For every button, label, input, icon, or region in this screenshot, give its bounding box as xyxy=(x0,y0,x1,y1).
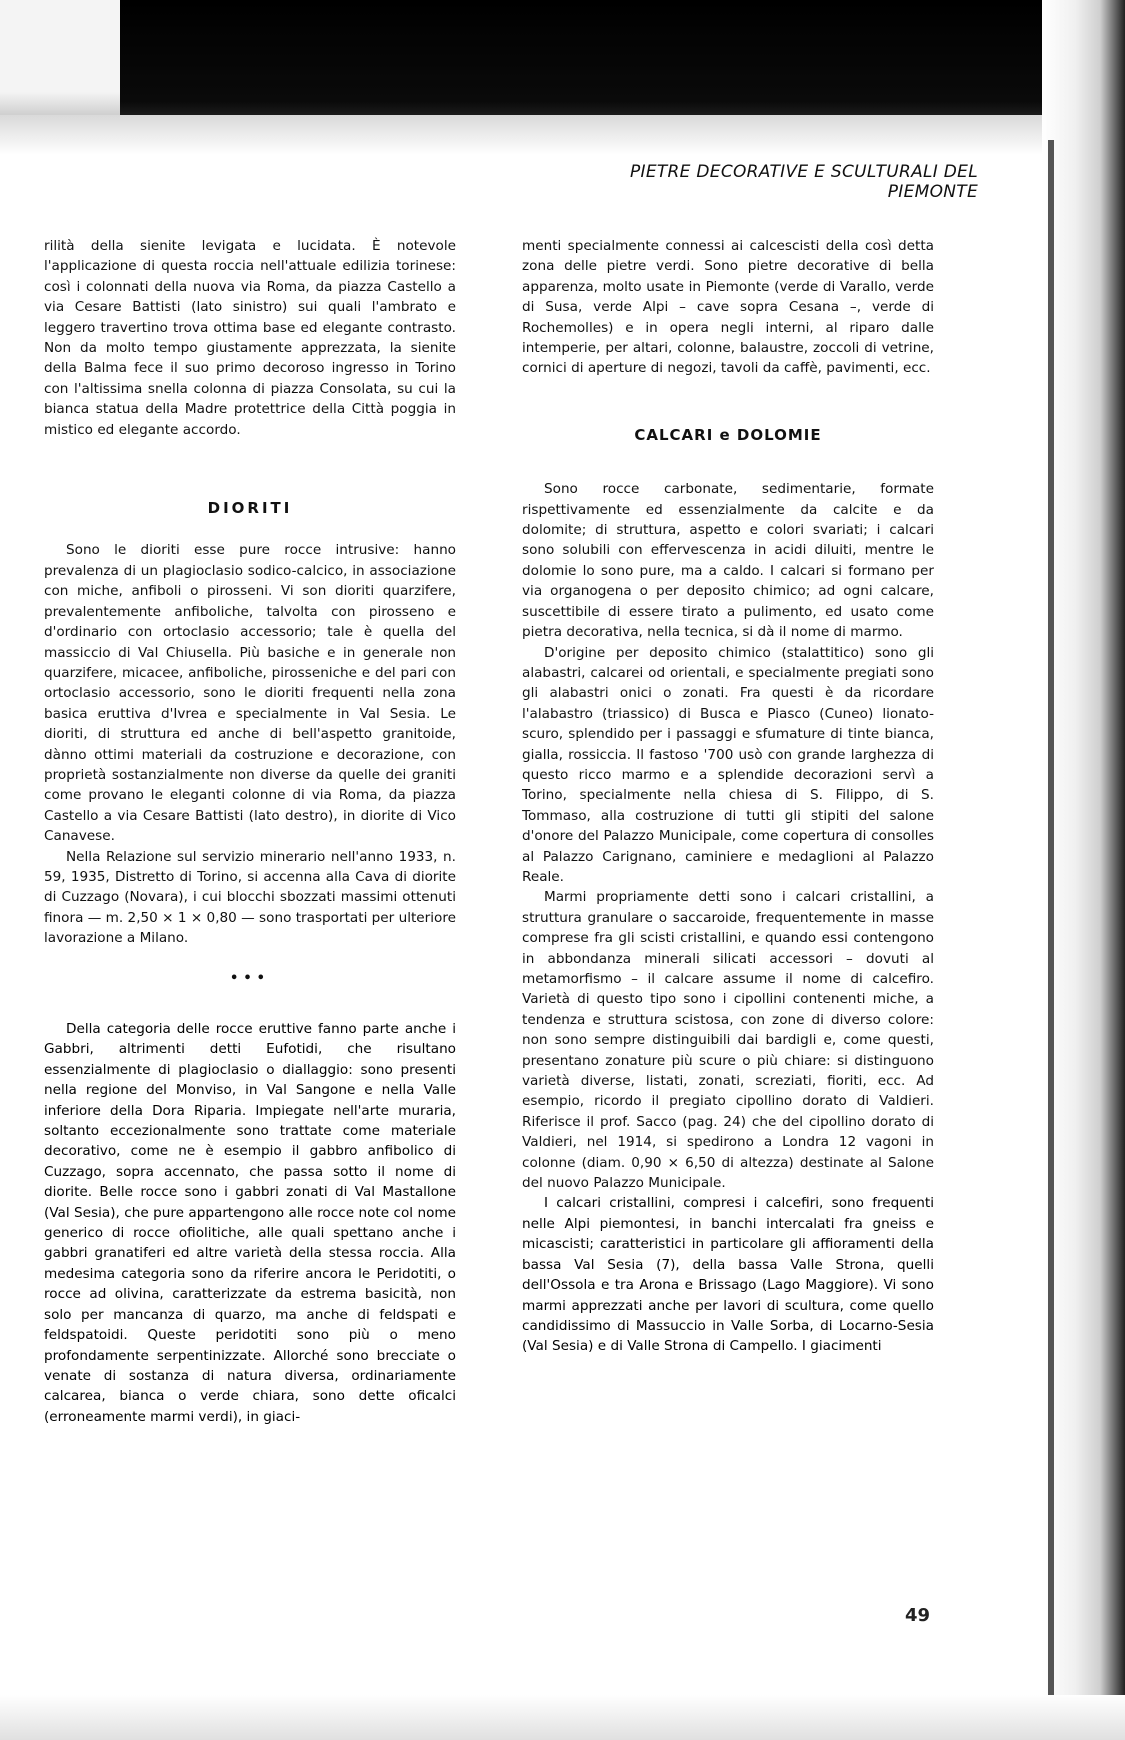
left-column xyxy=(44,236,456,1427)
right-paragraph-2: Sono rocce carbonate, sedimentarie, formate rispettivamente ed essenzialmente da calcite e da dolomite; di struttura, aspetto e colori svariati; i calcari sono solubili con effervescenza in acidi diluiti, mentre le dolomie lo sono pure, ma a caldo. I calcari si formano per via organogena o per deposito chimico; ad ogni calcare, suscettibile di essere tirato a pulimento, ed usato come pietra decorativa, nella tecnica, si dà il nome di marmo. xyxy=(522,481,934,641)
left-paragraph-3: Nella Relazione sul servizio minerario nell'anno 1933, n. 59, 1935, Distretto di Torino, si accenna alla Cava di diorite di Cuzzago (Novara), i cui blocchi sbozzati massimi ottenuti finora — m. 2,50 × 1 × 0,80 — sono trasportati per ulteriore lavorazione a Milano. xyxy=(44,848,456,947)
right-column xyxy=(522,236,934,1357)
right-paragraph-3: D'origine per deposito chimico (stalattitico) sono gli alabastri, calcarei od orientali, e specialmente pregiati sono gli alabastri onici o zonati. Fra questi è da ricordare l'alabastro (triassico) di Busca e Piasco (Cuneo) lionato-scuro, splendido per i passaggi e sfumature di tinte bianca, gialla, rossiccia. Il fastoso '700 usò con grande larghezza di questo ricco marmo e a splendide decorazioni servì a Torino, specialmente nella chiesa di S. Filippo, di S. Tommaso, alla costruzione di tutti gli stipiti del salone d'onore del Palazzo Municipale, come copertura di consolles al Palazzo Carignano, caminiere e medaglioni al Palazzo Reale. xyxy=(522,644,934,885)
scan-top-fade xyxy=(0,115,1125,155)
scan-top-left-paper xyxy=(0,0,120,115)
scan-bottom-shade xyxy=(0,1695,1125,1740)
page-edge-line xyxy=(1048,140,1054,1720)
running-header: PIETRE DECORATIVE E SCULTURALI DEL PIEMONTE xyxy=(629,162,978,202)
right-paragraph-5: I calcari cristallini, compresi i calcefiri, sono frequenti nelle Alpi piemontesi, in banchi intercalati fra gneiss e micascisti; caratteristici in particolare gli affioramenti della bassa Val Sesia (7), della bassa Valle Strona, quelli dell'Ossola e tra Arona e Brissago (Lago Maggiore). Vi sono marmi apprezzati anche per lavori di scultura, come quello candidissimo di Massuccio in Valle Sorba, di Locarno-Sesia (Val Sesia) e di Valle Strona di Campello. I giacimenti xyxy=(522,1195,934,1355)
heading-dioriti: DIORITI xyxy=(207,499,293,518)
left-paragraph-4: Della categoria delle rocce eruttive fanno parte anche i Gabbri, altrimenti detti Eufotidi, che risultano essenzialmente di plagioclasio o diallaggio: sono presenti nella regione del Monviso, in Val Sangone e nella Valle inferiore della Dora Riparia. Impiegate nell'arte muraria, soltanto eccezionalmente sono trattate come materiale decorativo, come ne è esempio il gabbro anfibolico di Cuzzago, sopra accennato, che passa sotto il nome di diorite. Belle rocce sono i gabbri zonati di Val Mastallone (Val Sesia), che pure appartengono alle rocce note col nome generico di rocce ofiolitiche, alle quali spettano anche i gabbri granatiferi ed altre varietà della stessa roccia. Alla medesima categoria sono da riferire ancora le Peridotiti, o rocce ad olivina, caratterizzate da estrema basicità, non solo per mancanza di quarzo, ma anche di feldspati e feldspatoidi. Queste peridotiti sono più o meno profondamente serpentinizzate. Allorché sono brecciate o venate di sostanza di natura diversa, ordinariamente calcarea, bianca o verde chiara, sono dette oficalci (erroneamente marmi verdi), in giaci- xyxy=(44,1021,456,1425)
section-separator: ••• xyxy=(230,970,270,986)
heading-calcari-dolomie: CALCARI e DOLOMIE xyxy=(634,425,822,444)
right-paragraph-1: menti specialmente connessi ai calcescisti della così detta zona delle pietre verdi. Sono pietre decorative di bella apparenza, molto usate in Piemonte (verde di Varallo, verde di Susa, verde Alpi – cave sopra Cesana –, verde di Rochemolles) e in opera negli interni, al riparo dalle intemperie, per altari, colonne, balaustre, zoccoli di vetrine, cornici di aperture di negozi, tavoli da caffè, pavimenti, ecc. xyxy=(522,238,934,377)
left-paragraph-2: Sono le dioriti esse pure rocce intrusive: hanno prevalenza di un plagioclasio sodico-calcico, in associazione con miche, anfiboli o pirosseni. Vi son dioriti quarzifere, prevalentemente anfiboliche, talvolta con pirosseno e d'ordinario con ortoclasio accessorio; tale è quella del massiccio di Val Chiusella. Più basiche e in generale non quarzifere, micacee, anfiboliche, pirosseniche e del pari con ortoclasio accessorio, sono le dioriti frequenti nella zona basica eruttiva d'Ivrea e specialmente in Val Sesia. Le dioriti, di struttura ed anche di bell'aspetto granitoide, dànno ottimi materiali da costruzione e decorazione, con proprietà sostanzialmente non diverse da quelle dei graniti come provano le eleganti colonne di via Roma, da piazza Castello a via Cesare Battisti (lato destro), in diorite di Vico Canavese. xyxy=(44,542,456,845)
right-paragraph-4: Marmi propriamente detti sono i calcari cristallini, a struttura granulare o saccaroide, frequentemente in masse comprese fra gli scisti cristallini, e quando essi contengono in abbondanza minerali silicati accessori – dovuti al metamorfismo – il calcare assume il nome di calcefiro. Varietà di questo tipo sono i cipollini contenenti miche, a tendenza e struttura scistosa, con zone di diverso colore: non sono sempre distinguibili dai bardigli e, come questi, presentano zonature più scure o più chiare: si distinguono varietà diverse, listati, zonati, screziati, fioriti, ecc. Ad esempio, ricordo il pregiato cipollino dorato di Valdieri. Riferisce il prof. Sacco (pag. 24) che del cipollino dorato di Valdieri, nel 1914, si spedirono a Londra 12 vagoni in colonne (diam. 0,90 × 6,50 di altezza) destinate al Salone del nuovo Palazzo Municipale. xyxy=(522,889,934,1192)
page-number: 49 xyxy=(905,1605,931,1626)
scan-right-shadow xyxy=(1042,0,1125,1740)
left-paragraph-1: rilità della sienite levigata e lucidata. È notevole l'applicazione di questa roccia nell'attuale edilizia torinese: così i colonnati della nuova via Roma, da piazza Castello a via Cesare Battisti (lato sinistro) sui quali l'ambrato e leggero travertino trova ottima base ed elegante contrasto. Non da molto tempo giustamente apprezzata, la sienite della Balma fece il suo primo decoroso ingresso in Torino con l'altissima snella colonna di piazza Consolata, su cui la bianca statua della Madre protettrice della Città poggia in mistico ed elegante accordo. xyxy=(44,238,456,438)
